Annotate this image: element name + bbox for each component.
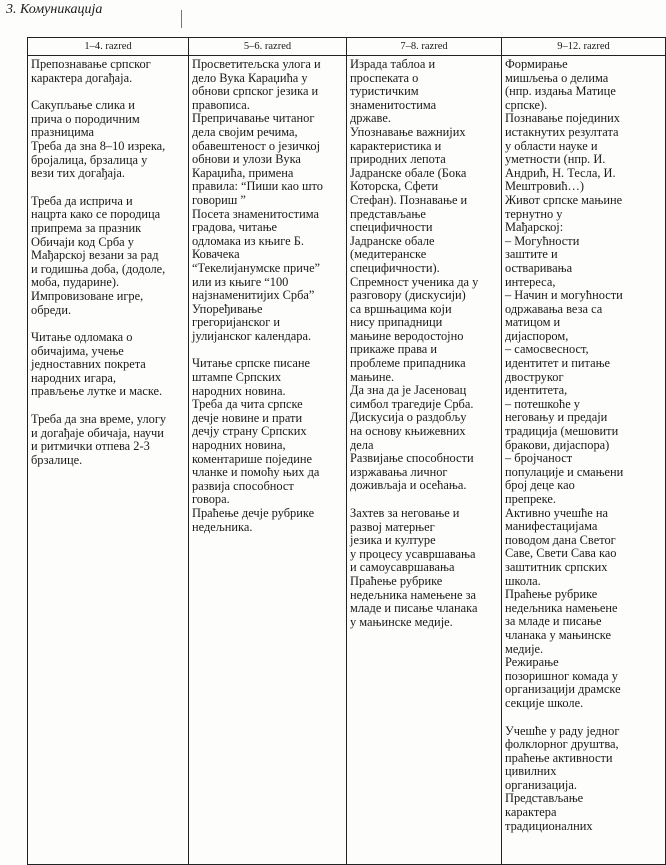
header-grade-1-4: 1–4. razred <box>28 38 189 56</box>
cell-grade-1-4 <box>28 56 189 865</box>
cell-grade-5-6 <box>189 56 347 865</box>
paragraph: Треба да зна време, улогу и догађаје обичаја, научи и ритмички отпева 2-3 брзалице. <box>31 412 167 467</box>
paragraph: Сакупљање слика и прича о породичним празницима Треба да зна 8–10 изрека, бројалица, брзалица у вези тих догађаја. <box>31 98 166 181</box>
cell-grade-7-8 <box>347 56 502 865</box>
paragraph: Просветитељска улога и дело Вука Караџића у обнови српског језика и правописа. Препричавање читаног дела својим речима, обавештеност о језичкој обнови и улози Вука Караџића, примена правила: “Пиши као што говориш ” Посета знаменитостима градова, читање одломака из књиге Б. Ковачека “Текелијанумске приче” или из књиге “100 најзнаменитијих Срба” Упоређивање грегоријанског и јулијанског календара. <box>192 57 323 343</box>
cell-grade-9-12 <box>502 56 666 865</box>
curriculum-table <box>27 37 666 865</box>
paragraph: Захтев за неговање и развој матерњег језика и културе у процесу усавршавања и самоусавршавања Праћење рубрике недељника намењене за младе и писање чланака у мањинске медије. <box>350 506 478 629</box>
margin-mark <box>181 10 182 28</box>
paragraph: Треба да исприча и нацрта како се породица припрема за празник Обичаји код Срба у Мађарској везани за рад и годишња доба, (додоле, моба, пударине). Импровизоване игре, обреди. <box>31 193 166 317</box>
paragraph: Формирање мишљења о делима (нпр. издања Матице српске). Познавање појединих истакнутих резултата у области науке и уметности (нпр. И. Андрић, Н. Тесла, И. Мештровић…) Живот српске мањине тернутно у Мађарској: – Могућности заштите и остваривања интереса, – Начин и могућности одржавања веза са матицом и дијаспором, – самосвесност, идентитет и питање двоструког идентитета, – потешкоће у неговању и предаји традиција (мешовити бракови, дијаспора) – бројчаност популације и смањени број деце као препреке. Активно учешће на манифестацијама поводом дана Светог Саве, Свети Сава као заштитник српских школа. Праћење рубрике недељника намењене за младе и писање чланака у мањинске медије. Режирање позоришног комада у организацији драмске секције школе. <box>505 57 624 710</box>
header-grade-7-8: 7–8. razred <box>347 38 502 56</box>
header-row <box>28 38 666 56</box>
paragraph: Израда таблоа и проспеката о туристичким знаменитостима државе. Упознавање важнијих карактеристика и природних лепота Јадранске обале (Бока Которска, Сфети Стефан). Познавање и представљање специфичности Јадранске обале (медитеранске специфичности). Спремност ученика да у разговору (дискусији) са вршњацима који нису припадници мањине веродостојно прикаже права и проблеме припадника мањине. Да зна да је Јасеновац симбол трагедије Срба. Дискусија о раздобљу на основу књижевних дела Развијање способности изржавања личног доживљаја и осећања. <box>350 57 479 493</box>
header-grade-5-6: 5–6. razred <box>189 38 347 56</box>
content-row <box>28 56 666 865</box>
paragraph: Учешће у раду једног фолклорног друштва, праћење активности цивилних организација. Представљање карактера традиционалних <box>505 723 620 833</box>
header-grade-9-12: 9–12. razred <box>502 38 666 56</box>
paragraph: Читање српске писане штампе Српских народних новина. Треба да чита српске дечје новине и прати дечју страну Српских народних новина, коментарише поједине чланке и помоћу њих да развија способност говора. Праћење дечје рубрике недељника. <box>192 356 320 534</box>
paragraph: Читање одломака о обичајима, учење једноставних покрета народних игара, прављење лутке и маске. <box>31 330 163 399</box>
paragraph: Препознавање српског карактера догађаја. <box>31 57 151 85</box>
section-title: 3. Комуникација <box>6 2 103 17</box>
